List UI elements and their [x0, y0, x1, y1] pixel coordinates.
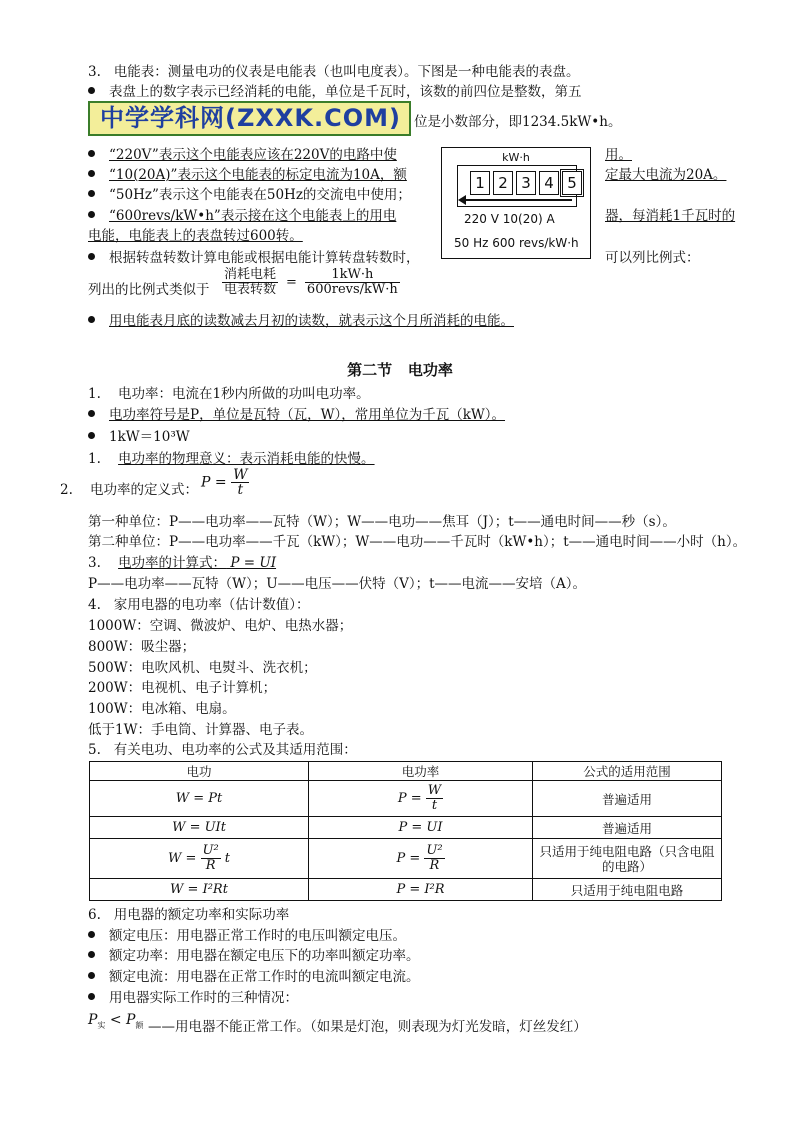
- power-meaning: [88, 450, 375, 468]
- table-header: 电功: [90, 762, 309, 781]
- meter-face-diagram: [441, 147, 591, 259]
- meter-bullet-monthly: [88, 312, 514, 330]
- rated-voltage: [88, 927, 406, 945]
- power-meaning-num: 1.: [88, 451, 101, 467]
- power-formula-cell: P = UI: [309, 817, 533, 839]
- appliance-500w: 500W：电吹风机、电熨斗、洗衣机；: [88, 660, 317, 676]
- rated-power: [88, 947, 420, 965]
- rated-current: [88, 968, 420, 986]
- actual-lt-rated-desc: ——用电器不能正常工作。（如果是灯泡，则表现为灯光发暗，灯丝发红）: [148, 1019, 587, 1035]
- power-symbol: [88, 406, 505, 424]
- rated-voltage-text: 额定电压：用电器正常工作时的电压叫额定电压。: [109, 928, 406, 944]
- power-formula-cell: P = I²R: [309, 879, 533, 901]
- table-header: 公式的适用范围: [533, 762, 722, 781]
- meter-bullet-voltage-text: “220V”表示这个电能表应该在220V的电路中使: [109, 147, 397, 163]
- power-calc-formula: P = UI: [226, 555, 277, 571]
- meter-counter-window: [457, 165, 577, 207]
- appliance-100w: 100W：电冰箱、电扇。: [88, 701, 236, 717]
- power-calc-num: 3.: [88, 555, 101, 571]
- appliance-under-1w: 低于1W：手电筒、计算器、电子表。: [88, 722, 313, 738]
- meter-digit: 4: [539, 171, 559, 195]
- fraction-den: t: [237, 482, 244, 498]
- meter-bullet-current-cont: 定最大电流为20A。: [605, 167, 727, 183]
- ratio-left-fraction: [222, 268, 278, 297]
- meter-bullet-revs-cont2: 电能，电能表上的表盘转过600转。: [88, 228, 303, 244]
- appliance-1000w: 1000W：空调、微波炉、电炉、电热水器；: [88, 618, 353, 634]
- formula-table-heading: 5. 有关电功、电功率的公式及其适用范围：: [88, 742, 357, 758]
- formula-table: [89, 761, 722, 901]
- power-calc-label: 电功率的计算式：: [118, 555, 227, 571]
- scope-cell: 只适用于纯电阻电路（只含电阻的电路）: [533, 839, 722, 879]
- work-formula: W = $\frac{\text{U²}}{R}$ t: [90, 839, 309, 879]
- power-calc-line: [88, 554, 276, 572]
- meter-unit: kW·h: [502, 151, 530, 164]
- rated-heading: 6. 用电器的额定功率和实际功率: [88, 907, 290, 923]
- meter-arrow-icon: [460, 199, 572, 201]
- scope-cell: 只适用于纯电阻电路: [533, 879, 722, 901]
- meter-digit: 3: [516, 171, 536, 195]
- actual-lt-rated: $P_实 < P_额$: [88, 1012, 144, 1030]
- table-row: [90, 817, 722, 839]
- power-meaning-text: 电功率的物理意义：表示消耗电能的快慢。: [118, 451, 375, 467]
- meter-digit-decimal: 5: [562, 171, 582, 195]
- meter-bullet-current-text: “10(20A)”表示这个电能表的标定电流为10A，额: [109, 167, 407, 183]
- work-formula: W = I²Rt: [90, 879, 309, 901]
- meter-bullet-digits: [88, 83, 582, 101]
- table-row: [90, 879, 722, 901]
- power-formula-label: 2. 电功率的定义式：: [60, 482, 199, 498]
- units-first: 第一种单位：P——电功率——瓦特（W）；W——电功——焦耳（J）；t——通电时间——秒（s）。: [88, 514, 676, 530]
- meter-bullet-frequency: [88, 186, 411, 204]
- meter-bullet-digits-cont: 位是小数部分，即1234.5kW•h。: [414, 114, 622, 130]
- meter-bullet-frequency-text: “50Hz”表示这个电能表在50Hz的交流电中使用；: [109, 187, 411, 203]
- meter-bullet-revs-cont: 器，每消耗1千瓦时的: [605, 208, 736, 224]
- units-second: 第二种单位：P——电功率——千瓦（kW）；W——电功——千瓦时（kW•h）；t——通电时间——小时（h）。: [88, 534, 747, 550]
- meter-digit: 2: [493, 171, 513, 195]
- meter-bullet-voltage-cont: 用。: [605, 147, 632, 163]
- meter-bullet-monthly-text: 用电能表月底的读数减去月初的读数，就表示这个月所消耗的电能。: [109, 313, 514, 329]
- rated-current-text: 额定电流：用电器在正常工作时的电流叫额定电流。: [109, 969, 420, 985]
- ratio-left-den: 电表转数: [224, 282, 277, 297]
- meter-digits: [470, 171, 582, 195]
- fraction-num: W: [233, 467, 248, 483]
- meter-bullet-ratio: [88, 249, 420, 267]
- work-formula: W = Pt: [90, 781, 309, 817]
- ratio-prefix: 列出的比例式类似于: [88, 282, 210, 298]
- appliance-800w: 800W：吸尘器；: [88, 639, 196, 655]
- table-header-row: [90, 762, 722, 781]
- actual-cases-text: 用电器实际工作时的三种情况：: [109, 990, 298, 1006]
- actual-cases: [88, 989, 298, 1007]
- table-row: [90, 839, 722, 879]
- meter-bullet-voltage: [88, 146, 397, 164]
- power-formula-fraction: [231, 468, 249, 497]
- meter-intro: 3. 电能表：测量电功的仪表是电能表（也叫电度表）。下图是一种电能表的表盘。: [88, 64, 580, 80]
- power-formula-line: [60, 481, 198, 499]
- section-title: 第二节 电功率: [347, 361, 453, 379]
- meter-bullet-digits-text: 表盘上的数字表示已经消耗的电能，单位是千瓦时，该数的前四位是整数，第五: [109, 84, 582, 100]
- units-calc: P——电功率——瓦特（W）；U——电压——伏特（V）；t——电流——安培（A）。: [88, 576, 587, 592]
- meter-bullet-ratio-cont: 可以列比例式：: [605, 250, 700, 266]
- power-formula: P = $\frac{W}{t}$: [201, 467, 248, 498]
- meter-spec-voltage: 220 V 10(20) A: [464, 212, 555, 226]
- power-kw-text: 1kW＝10³W: [109, 429, 190, 445]
- power-formula-cell: P = $\frac{\text{U²}}{R}$: [309, 839, 533, 879]
- power-definition: 1. 电功率：电流在1秒内所做的功叫电功率。: [88, 386, 370, 402]
- table-header: 电功率: [309, 762, 533, 781]
- power-symbol-text: 电功率符号是P，单位是瓦特（瓦，W），常用单位为千瓦（kW）。: [109, 407, 506, 423]
- power-formula-cell: P = $\frac{W}{t}$: [309, 781, 533, 817]
- appliance-200w: 200W：电视机、电子计算机；: [88, 680, 277, 696]
- ratio-right-den: 600revs/kW·h: [306, 282, 398, 297]
- work-formula: W = UIt: [90, 817, 309, 839]
- ratio-left-num: 消耗电耗: [224, 267, 277, 282]
- meter-digit: 1: [470, 171, 490, 195]
- scope-cell: 普遍适用: [533, 817, 722, 839]
- equals-sign: =: [286, 275, 297, 290]
- rated-power-text: 额定功率：用电器在额定电压下的功率叫额定功率。: [109, 948, 420, 964]
- meter-bullet-ratio-text: 根据转盘转数计算电能或根据电能计算转盘转数时，: [109, 250, 420, 266]
- meter-bullet-revs: [88, 207, 396, 225]
- table-row: [90, 781, 722, 817]
- meter-bullet-current: [88, 166, 407, 184]
- ratio-right-fraction: [305, 268, 400, 297]
- watermark-logo: 中学学科网(ZXXK.COM): [88, 101, 411, 136]
- meter-bullet-revs-text: “600revs/kW•h”表示接在这个电能表上的用电: [109, 208, 397, 224]
- appliance-heading: 4. 家用电器的电功率（估计数值）：: [88, 597, 310, 613]
- ratio-right-num: 1kW·h: [305, 268, 400, 283]
- scope-cell: 普遍适用: [533, 781, 722, 817]
- ratio-equation: [222, 268, 400, 297]
- meter-spec-frequency: 50 Hz 600 revs/kW·h: [454, 236, 579, 250]
- power-kw: [88, 428, 190, 446]
